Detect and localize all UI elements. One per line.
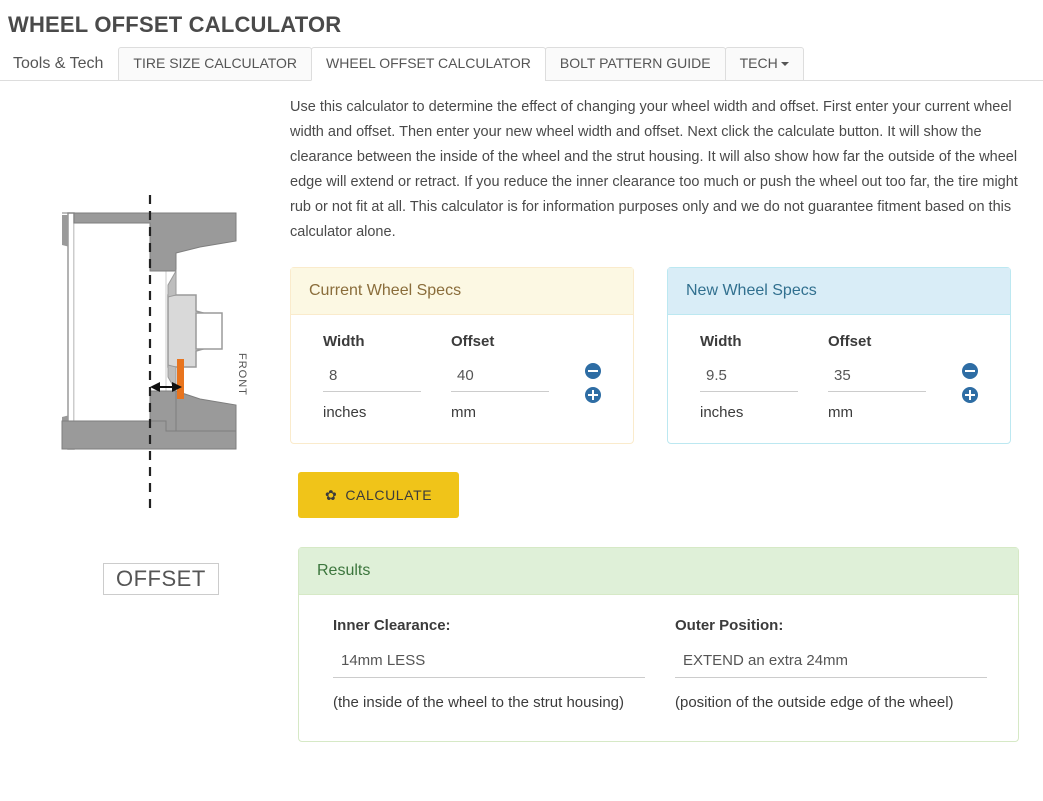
offset-label: OFFSET [103, 563, 219, 595]
tab-bar [0, 48, 1043, 81]
new-panel-title: New Wheel Specs [668, 268, 1010, 315]
new-offset-unit: mm [828, 404, 853, 421]
new-offset-label: Offset [828, 333, 872, 350]
new-offset-field [828, 333, 956, 421]
current-panel-title: Current Wheel Specs [291, 268, 633, 315]
wheel-cross-section-diagram [0, 95, 290, 591]
current-decrement-icon[interactable] [585, 363, 601, 379]
current-width-input[interactable] [323, 360, 421, 392]
outer-position-label: Outer Position: [675, 617, 784, 634]
new-offset-input[interactable] [828, 360, 926, 392]
spec-panels [290, 267, 1037, 444]
new-width-field [700, 333, 828, 421]
current-offset-label: Offset [451, 333, 495, 350]
inner-clearance-value [333, 644, 645, 678]
current-width-label: Width [323, 333, 365, 350]
calculate-button[interactable] [298, 472, 459, 518]
results-title: Results [299, 548, 1018, 595]
gear-icon: ✿ [325, 487, 338, 503]
tab-tire-size-calculator[interactable]: TIRE SIZE CALCULATOR [118, 47, 312, 81]
current-offset-field [451, 333, 579, 421]
current-offset-input[interactable] [451, 360, 549, 392]
new-width-unit: inches [700, 404, 744, 421]
new-wheel-specs-panel [667, 267, 1011, 444]
new-width-label: Width [700, 333, 742, 350]
current-wheel-specs-panel [290, 267, 634, 444]
current-offset-unit: mm [451, 404, 476, 421]
inner-clearance-note: (the inside of the wheel to the strut housing) [333, 694, 625, 711]
inner-clearance-group [333, 617, 645, 715]
new-width-input[interactable] [700, 360, 798, 392]
current-steppers [585, 333, 601, 411]
intro-paragraph: Use this calculator to determine the effect of changing your wheel width and offset. First enter your current wheel width and offset. Then enter your new wheel width and offset. Next click the calculate button. It will show the clearance between the inside of the wheel and the strut housing. It will also show how far the outside of the wheel edge will extend or retract. If you reduce the inner clearance too much or push the wheel out too far, the tire might rub or not fit at all. This calculator is for information purposes only and we do not guarantee fitment based on this calculator alone. [290, 99, 1018, 240]
tab-bolt-pattern-guide[interactable]: BOLT PATTERN GUIDE [545, 47, 726, 81]
results-panel [298, 547, 1019, 742]
new-steppers [962, 333, 978, 411]
outer-position-group [675, 617, 987, 715]
tab-tools-and-tech[interactable]: Tools & Tech [13, 55, 104, 72]
outer-position-value [675, 644, 987, 678]
tab-tech[interactable] [725, 47, 804, 81]
chevron-down-icon [781, 62, 789, 66]
tab-wheel-offset-calculator[interactable]: WHEEL OFFSET CALCULATOR [311, 47, 546, 81]
diagram-column [0, 95, 290, 742]
new-panel-body [668, 315, 1010, 443]
current-increment-icon[interactable] [585, 387, 601, 403]
current-panel-body [291, 315, 633, 443]
page-title: WHEEL OFFSET CALCULATOR [8, 12, 342, 37]
results-body [299, 595, 1018, 741]
wheel-diagram-svg [0, 95, 290, 515]
current-width-field [323, 333, 451, 421]
offset-marker [177, 359, 184, 399]
current-width-unit: inches [323, 404, 367, 421]
new-decrement-icon[interactable] [962, 363, 978, 379]
outer-position-note: (position of the outside edge of the wheel) [675, 694, 954, 711]
calculator-column [290, 95, 1043, 742]
front-label: FRONT [236, 353, 248, 396]
main-content [0, 81, 1043, 742]
tab-tech-label: TECH [739, 55, 778, 71]
calculate-button-label: CALCULATE [345, 487, 433, 503]
new-increment-icon[interactable] [962, 387, 978, 403]
inner-clearance-label: Inner Clearance: [333, 617, 451, 634]
